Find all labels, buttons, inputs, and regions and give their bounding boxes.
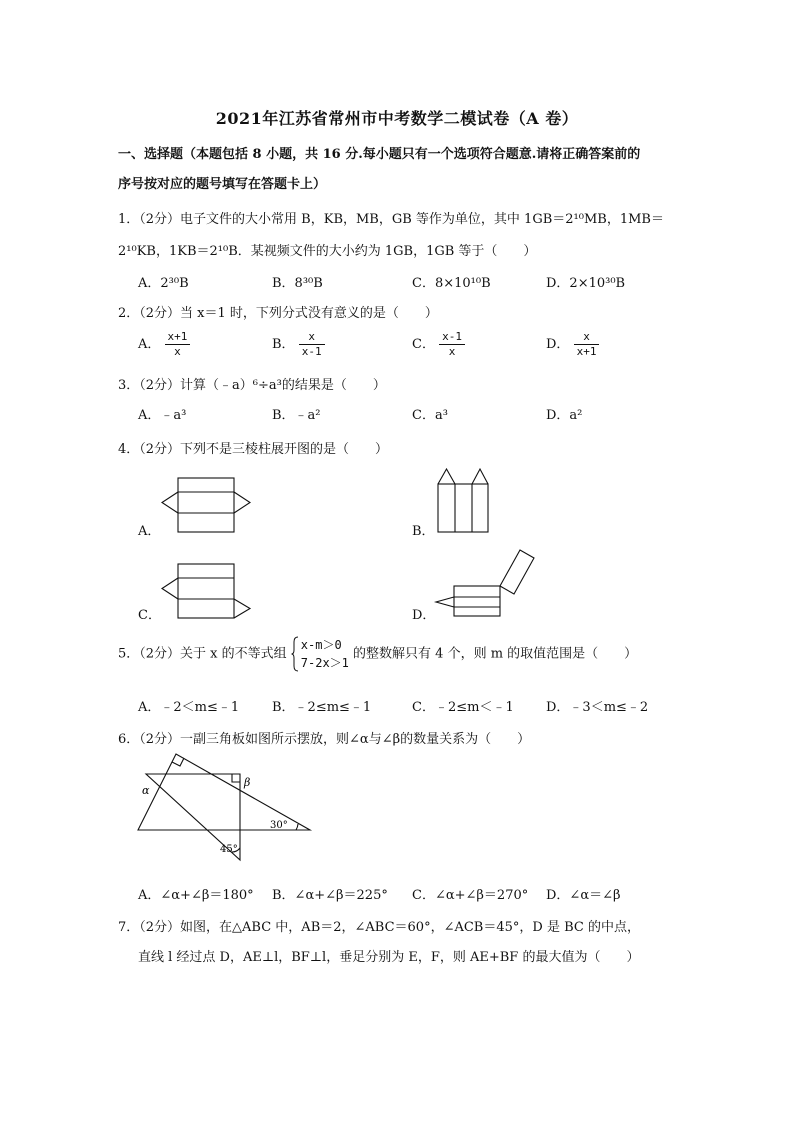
q3-option-c[interactable]: C．a³ <box>412 408 448 423</box>
q5-inequality-system <box>291 636 349 672</box>
q2-option-b-denominator: x-1 <box>301 345 322 358</box>
q2-option-a[interactable] <box>138 330 190 359</box>
q5-stem-post: 的整数解只有 4 个，则 m 的取值范围是（ ） <box>353 646 638 662</box>
q2-option-a-label: A． <box>138 337 161 352</box>
q3-option-a[interactable]: A．﹣a³ <box>138 408 187 423</box>
q5-option-d[interactable]: D．﹣3＜m≤﹣2 <box>546 700 649 715</box>
q2-option-b-numerator: x <box>299 330 325 345</box>
q2-option-b[interactable] <box>272 330 325 359</box>
q3-option-b[interactable]: B．﹣a² <box>272 408 321 423</box>
q5-option-a[interactable]: A．﹣2＜m≤﹣1 <box>138 700 240 715</box>
q6-beta-label: β <box>244 776 251 789</box>
q2-option-c-label: C． <box>412 337 435 352</box>
q2-option-c[interactable] <box>412 330 465 359</box>
q7-stem-line2: 直线 l 经过点 D，AE⊥l，BF⊥l，垂足分别为 E，F，则 AE+BF 的最大值为（ ） <box>138 950 640 965</box>
section-heading-line1: 一、选择题（本题包括 8 小题，共 16 分.每小题只有一个选项符合题意.请将正确答案前的 <box>118 147 641 162</box>
q4-figure-b <box>436 466 492 536</box>
q5-inequality-2: 7-2x＞1 <box>300 656 349 670</box>
q2-option-b-fraction <box>299 330 325 359</box>
q2-option-c-denominator: x <box>448 345 456 358</box>
q1-option-a[interactable]: A．2³⁰B <box>138 276 189 291</box>
q6-figure <box>132 748 322 866</box>
q3-stem: 3．（2分）计算（﹣a）⁶÷a³的结果是（ ） <box>118 378 386 393</box>
q6-option-a[interactable]: A．∠α+∠β＝180° <box>138 888 254 903</box>
q6-alpha-label: α <box>142 784 150 797</box>
q1-option-d[interactable]: D．2×10³⁰B <box>546 276 626 291</box>
q5-stem <box>118 636 698 672</box>
q6-option-c[interactable]: C．∠α+∠β＝270° <box>412 888 529 903</box>
q2-option-d[interactable] <box>546 330 599 359</box>
q2-option-b-label: B． <box>272 337 295 352</box>
q2-option-d-numerator: x <box>574 330 600 345</box>
q2-option-a-numerator: x+1 <box>165 330 191 345</box>
q4-option-b[interactable]: B． <box>412 524 435 539</box>
q1-stem-line1: 1．（2分）电子文件的大小常用 B，KB，MB，GB 等作为单位，其中 1GB＝2¹⁰MB，1MB＝ <box>118 212 664 227</box>
section-heading-line2: 序号按对应的题号填写在答题卡上） <box>118 177 327 192</box>
q2-option-c-numerator: x-1 <box>439 330 465 345</box>
q2-option-c-fraction <box>439 330 465 359</box>
q4-option-c[interactable]: C． <box>138 608 161 623</box>
q3-option-d[interactable]: D．a² <box>546 408 583 423</box>
q6-stem: 6．（2分）一副三角板如图所示摆放，则∠α与∠β的数量关系为（ ） <box>118 732 531 747</box>
page-title: 2021年江苏省常州市中考数学二模试卷（A 卷） <box>215 109 579 128</box>
q5-option-c[interactable]: C．﹣2≤m＜﹣1 <box>412 700 514 715</box>
q2-option-d-fraction <box>574 330 600 359</box>
q7-stem-line1: 7．（2分）如图，在△ABC 中，AB＝2，∠ABC＝60°，∠ACB＝45°，D 是 BC 的中点， <box>118 920 640 935</box>
q5-inequality-1: x-m＞0 <box>300 638 342 652</box>
q6-45deg-label: 45° <box>220 844 238 855</box>
q2-option-d-label: D． <box>546 337 570 352</box>
q6-30deg-label: 30° <box>270 820 288 831</box>
q1-option-c[interactable]: C．8×10¹⁰B <box>412 276 491 291</box>
q4-figure-d <box>430 546 540 620</box>
q2-option-d-denominator: x+1 <box>576 345 597 358</box>
q4-option-a[interactable]: A． <box>138 524 161 539</box>
q2-option-a-denominator: x <box>174 345 181 358</box>
q6-option-b[interactable]: B．∠α+∠β＝225° <box>272 888 388 903</box>
q2-stem: 2．（2分）当 x＝1 时，下列分式没有意义的是（ ） <box>118 306 438 321</box>
q4-figure-a <box>158 474 253 536</box>
q2-option-a-fraction <box>165 330 191 359</box>
left-brace-icon <box>291 636 299 672</box>
q6-option-d[interactable]: D．∠α＝∠β <box>546 888 621 903</box>
q4-stem: 4．（2分）下列不是三棱柱展开图的是（ ） <box>118 442 389 457</box>
q5-option-b[interactable]: B．﹣2≤m≤﹣1 <box>272 700 372 715</box>
q4-option-d[interactable]: D． <box>412 608 436 623</box>
q4-figure-c <box>158 560 253 622</box>
q1-stem-line2: 2¹⁰KB，1KB＝2¹⁰B．某视频文件的大小约为 1GB，1GB 等于（ ） <box>118 244 537 259</box>
q1-option-b[interactable]: B．8³⁰B <box>272 276 323 291</box>
q5-stem-pre: 5．（2分）关于 x 的不等式组 <box>118 646 287 662</box>
